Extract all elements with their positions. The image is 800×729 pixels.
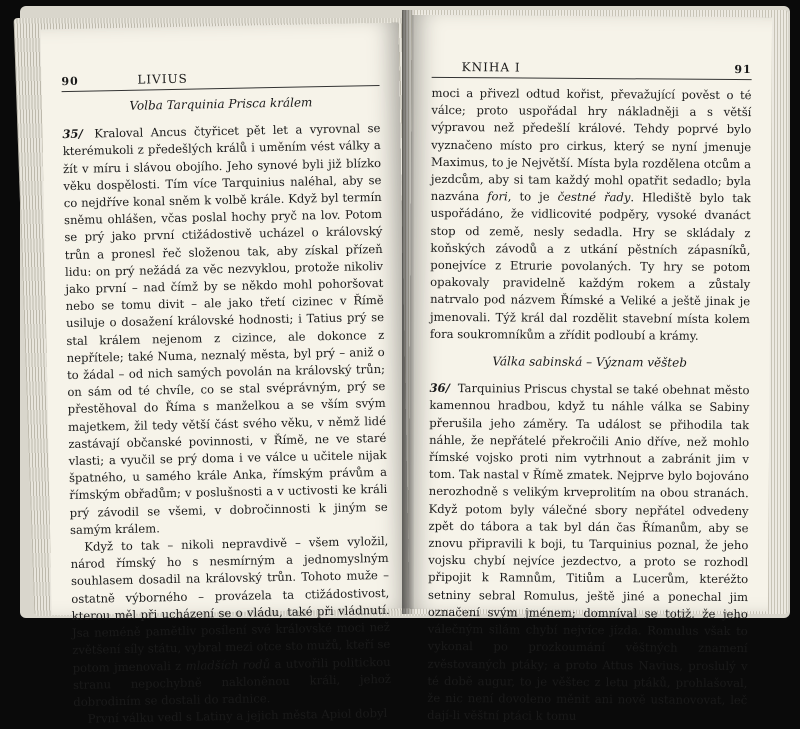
right-page-number: 91 (734, 63, 752, 77)
chapter-number-35: 35/ (62, 126, 83, 142)
chapter-number-36: 36/ (429, 381, 450, 396)
left-paragraph-1 (62, 120, 388, 539)
right-paragraph-1 (430, 85, 752, 345)
left-paragraph-1-text: Kraloval Ancus čtyřicet pět let a vyrovnal se kterémukoli z předešlých králů i uměním vést války a žít v míru i slávou obojího. Jeho synové byli již blízko věku dospělosti. Tím více Tarquinius naléhal, aby se co nejdříve konal sněm k volbě krále. Když byl termín sněmu ohlášen, včas poslal hochy pryč na lov. Potom se prý jako první ctižádostivě ucházel o královský trůn a pronesl řeč složenou tak, aby získal přízeň lidu: on prý nežádá za věc nezvyklou, protože nikoliv jako první – nad čímž by se někdo mohl pohoršovat nebo se tomu divit – ale jako třetí cizinec v Římě usiluje o dosažení královské hodnosti; i Tatius prý se stal králem nejenom z cizince, ale dokonce z nepřítele; také Numa, neznalý města, byl prý – aniž o to žádal – od nich samých povolán na královský trůn; on sám od té chvíle, co se stal svéprávným, prý se přestěhoval do Říma s manželkou a se vším svým majetkem, žil tedy větší část svého věku, v němž lidé zastávají občanské povinnosti, v Římě, ne ve staré vlasti; a vyučil se prý doma i ve válce u učitele nijak špatného, u samého krále Anka, římským právům a římským obřadům; v poslušnosti a v uctivosti ke králi prý závodil se všemi, v dobročinnosti k jiným se samým králem. (62, 121, 388, 537)
left-paragraph-2-part-a: Když to tak – nikoli nepravdivě – všem vyložil, národ římský ho s nesmírným a jednomyslným souhlasem dosadil na královský trůn. Tohoto muže – ostatně výborného – provázela ta ctižádostivost, kterou měl při ucházení se o vládu, také při vládnutí. Jsa neméně pamětliv posílení své královské moci než zvětšení síly státu, vybral mezi otce sto mužů, kteří se potom jmenovali z (70, 533, 391, 675)
right-running-head (432, 55, 752, 80)
left-section-title: Volba Tarquinia Prisca králem (129, 95, 313, 113)
right-paragraph-1-emphasis-2: čestné řady (557, 189, 631, 205)
left-paragraph-3: První válku vedl s Latiny a jejich města Apiol dobyl (87, 706, 388, 726)
right-paragraph-1-emphasis-1: fori (487, 189, 508, 204)
left-running-head (61, 63, 379, 92)
right-running-title: KNIHA I (461, 60, 521, 75)
right-section-title: Válka sabinská – Význam věšteb (492, 354, 687, 370)
right-page (408, 15, 772, 724)
left-body-text (62, 93, 392, 728)
left-page (40, 23, 409, 726)
right-paragraph-2 (427, 380, 749, 726)
right-paragraph-1-part-a: moci a přivezl odtud kořist, převažující pověst o té válce; proto uspořádal hry nákladněji a s větší výpravou než předešlí králové. Tehdy poprvé bylo vyznačeno místo pro cirkus, který se nyní jmenuje Maximus, to je Největší. Místa byla rozdělena otcům a jezdcům, aby si tam každý mohl opatřit sedadlo; byla nazvána (430, 85, 752, 204)
right-paragraph-1-part-c: . Hlediště bylo tak uspořádáno, že vidlicovité podpěry, vysoké dvanáct stop od země, nesly sedadla. Hry se skládaly z koňských závodů a z utkání pěstních zápasníků, ponejvíce z Etrurie povolaných. Ty hry se potom opakovaly pravidelně každým rokem a zůstaly natrvalo pod názvem Římské a Veliké a ještě jinak je jmenovali. Týž král dal rozdělit stavební místa kolem fora soukromníkům a zřídit podloubí a krámy. (429, 190, 751, 343)
left-paragraph-2-part-b: a utvořili politickou stranu nepochybně nakloněnou králi, jehož dobrodiním se dostali do radnice. (72, 654, 392, 709)
left-running-title: LIVIUS (137, 71, 188, 87)
right-paragraph-2-text: Tarquinius Priscus chystal se také obehnat město kamennou hradbou, když tu náhle válka se Sabiny přerušila jeho záměry. Ta událost se přihodila tak náhle, že nepřátelé překročili Anio dříve, než mohlo římské vojsko proti nim vytrhnout a zabránit jim v tom. Tak nastal v Římě zmatek. Nejprve bylo bojováno nerozhodně s velikým krveprolitím na obou stranách. Když potom byly válečné sbory nepřátel odvedeny zpět do tábora a tak byl dán čas Římanům, aby se znovu připravili k boji, tu Tarquinius poznal, že jeho vojsku chybí nejvíce jezdectvo, a proto se rozhodl připojit k Ramnům, Titiům a Lucerům, kteréžto setniny sebral Romulus, ještě jiné a ponechal jim označení svým jménem; domníval se totiž, že jeho válečným silám chybí nejvíce jízda. Romulus však to vykonal po prozkoumání věštných znamení zvěstovaných ptáky; a proto Attus Navius, proslulý v té době augur, to je věštec z letu ptáků, prohlašoval, že nic není dovoleno měnit ani nově ustanovovat, leč dají-li věštní ptáci k tomu (427, 381, 750, 724)
right-paragraph-1-part-b: , to je (507, 189, 558, 204)
left-paragraph-2 (70, 533, 391, 711)
left-paragraph-2-emphasis: mladších rodů (185, 656, 271, 673)
left-page-number: 90 (61, 74, 79, 89)
book-gutter (402, 10, 414, 614)
right-body-text (427, 85, 751, 727)
